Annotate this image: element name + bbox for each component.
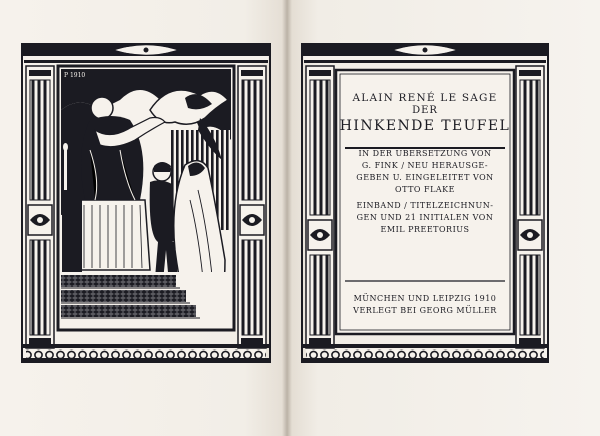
frontispiece-illustration <box>58 66 234 330</box>
imprint-place-date: MÜNCHEN UND LEIPZIG 1910 <box>353 294 497 303</box>
translation-line: G. FINK / NEU HERAUSGE- <box>361 161 489 170</box>
illustration-line: EMIL PREETORIUS <box>380 225 470 234</box>
translation-line: OTTO FLAKE <box>395 185 455 194</box>
top-ornament-right <box>397 46 453 54</box>
illustration-credit <box>338 200 512 236</box>
illustration-line: GEN UND 21 INITIALEN VON <box>356 213 494 222</box>
translation-line: IN DER ÜBERSETZUNG VON <box>358 149 492 158</box>
translation-line: GEBEN U. EINGELEITET VON <box>356 173 494 182</box>
publisher-imprint <box>338 293 512 317</box>
book-title: HINKENDE TEUFEL <box>339 118 511 134</box>
illustration-line: EINBAND / TITELZEICHNUN- <box>356 201 494 210</box>
title-article: DER <box>412 105 438 116</box>
imprint-publisher: VERLEGT BEI GEORG MÜLLER <box>353 306 497 315</box>
translation-credit <box>338 148 512 196</box>
illustration-signature: P 1910 <box>64 72 86 79</box>
title-page-text <box>338 92 512 236</box>
author-name: ALAIN RENÉ LE SAGE <box>352 92 498 104</box>
top-ornament-left <box>118 46 174 54</box>
